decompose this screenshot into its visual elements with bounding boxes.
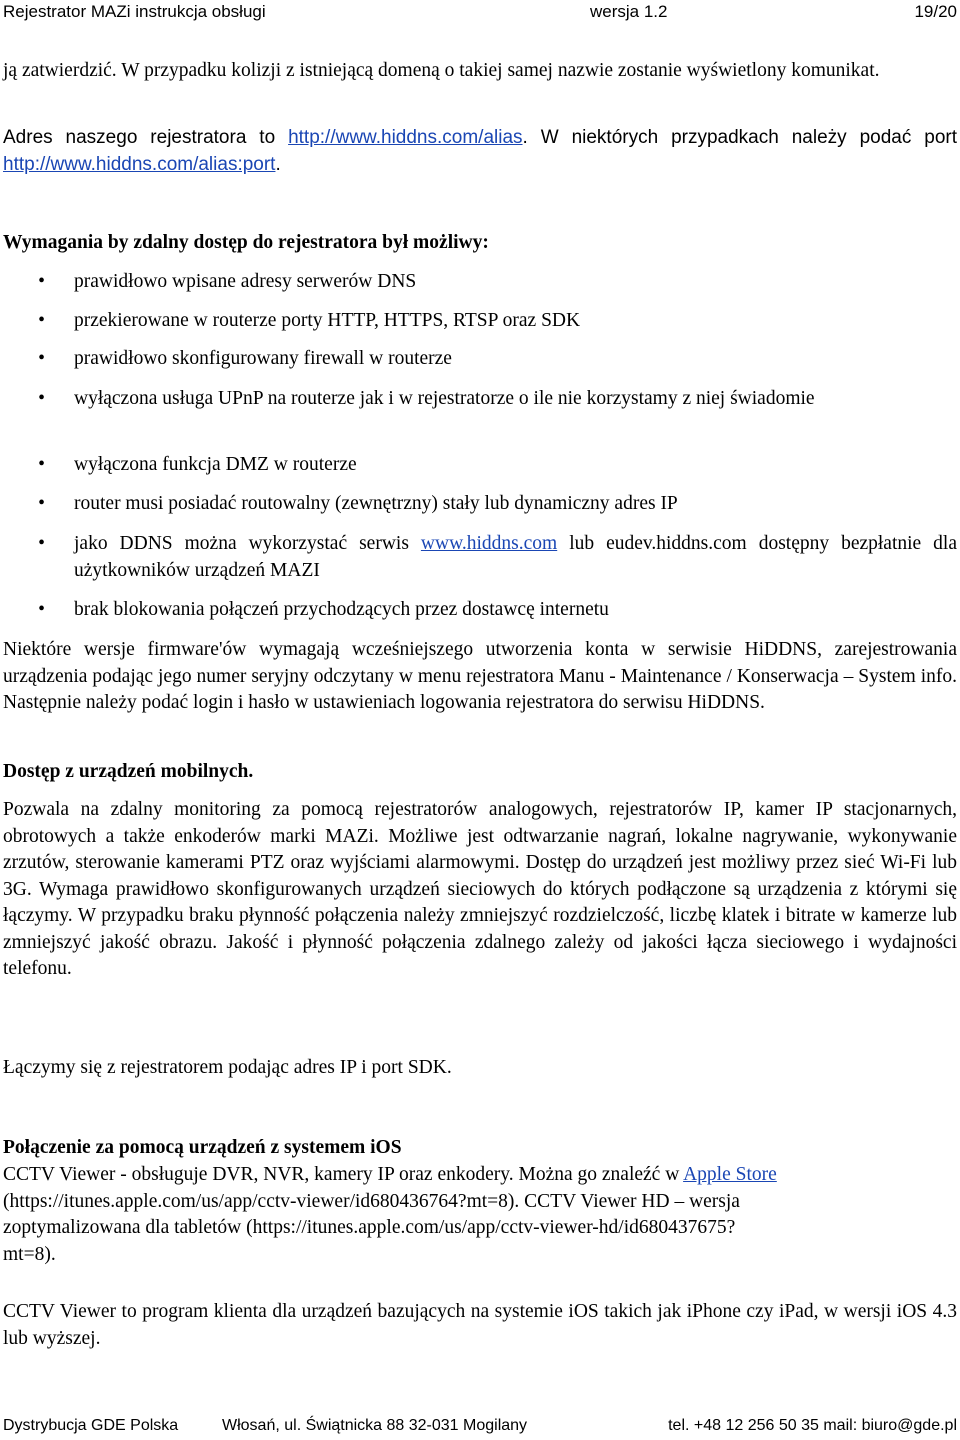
page-header (3, 0, 957, 24)
requirement-item: wyłączona usługa UPnP na routerze jak i w rejestratorze o ile nie korzystamy z niej świadomie (74, 388, 815, 409)
hiddns-link[interactable]: www.hiddns.com (420, 533, 558, 554)
page-footer (3, 1414, 957, 1438)
requirement-item: wyłączona funkcja DMZ w routerze (74, 454, 357, 475)
alias-address-paragraph (3, 124, 957, 178)
ios-heading: Połączenie za pomocą urządzeń z systemem iOS (3, 1137, 402, 1158)
bullet-glyph: • (38, 454, 45, 475)
page-number: 19/20 (914, 2, 957, 21)
requirement-item: prawidłowo wpisane adresy serwerów DNS (74, 271, 417, 292)
bullet-glyph: • (38, 533, 45, 554)
requirements-heading: Wymagania by zdalny dostęp do rejestratora był możliwy: (3, 232, 489, 253)
ios-cctv-viewer-paragraph (3, 1162, 957, 1268)
alias-text-2: . W niektórych przypadkach należy podać port (522, 127, 957, 148)
ddns-text-1: jako DDNS można wykorzystać serwis (74, 533, 421, 554)
bullet-glyph: • (38, 493, 45, 514)
footer-company: Dystrybucja GDE Polska (3, 1417, 179, 1434)
ios-text-2a: (https://itunes.apple.com/us/app/cctv-viewer/id680436764?mt=8). CCTV Viewer HD – wersja (3, 1190, 740, 1212)
footer-address: Włosań, ul. Świątnicka 88 32-031 Mogilany (222, 1417, 528, 1434)
ios-text-2b: zoptymalizowana dla tabletów (https://itunes.apple.com/us/app/cctv-viewer-hd/id680437675? (3, 1217, 736, 1238)
ios-text-2c: mt=8). (3, 1243, 56, 1265)
alias-port-link[interactable]: http://www.hiddns.com/alias:port (3, 154, 276, 175)
requirement-item: router musi posiadać routowalny (zewnętrzny) stały lub dynamiczny adres IP (74, 493, 678, 514)
bullet-glyph: • (38, 599, 45, 620)
requirement-item-ddns (74, 531, 957, 584)
alias-text-3: . (275, 154, 281, 175)
alias-text-1: Adres naszego rejestratora to (3, 127, 289, 148)
firmware-note-paragraph: Niektóre wersje firmware'ów wymagają wcześniejszego utworzenia konta w serwisie HiDDNS, zarejestrowania urządzenia podając jego numer seryjny odczytany w menu rejestratora Manu - Maintenance / Konserwacja – System info. Następnie należy podać login i hasło w ustawieniach logowania rejestratora do serwisu HiDDNS. (3, 639, 957, 713)
intro-paragraph: ją zatwierdzić. W przypadku kolizji z istniejącą domeną o takiej samej nazwie zostanie wyświetlony komunikat. (3, 60, 880, 81)
bullet-glyph: • (38, 348, 45, 369)
document-title: Rejestrator MAZi instrukcja obsługi (3, 2, 266, 21)
apple-store-link[interactable]: Apple Store (683, 1164, 777, 1185)
ios-description-paragraph: CCTV Viewer to program klienta dla urządzeń bazujących na systemie iOS takich jak iPhone czy iPad, w wersji iOS 4.3 lub wyższej. (3, 1301, 957, 1349)
connect-instruction: Łączymy się z rejestratorem podając adres IP i port SDK. (3, 1057, 452, 1078)
document-version: wersja 1.2 (590, 2, 668, 21)
bullet-glyph: • (38, 310, 45, 331)
ios-text-1: CCTV Viewer - obsługuje DVR, NVR, kamery IP oraz enkodery. Można go znaleźć w (3, 1164, 684, 1185)
requirement-item: przekierowane w routerze porty HTTP, HTTPS, RTSP oraz SDK (74, 310, 581, 331)
requirement-item: prawidłowo skonfigurowany firewall w routerze (74, 348, 452, 369)
mobile-access-paragraph: Pozwala na zdalny monitoring za pomocą rejestratorów analogowych, rejestratorów IP, kamer IP stacjonarnych, obrotowych a także enkoderów marki MAZi. Możliwe jest odtwarzanie nagrań, lokalne nagrywanie, wykonywanie zrzutów, sterowanie kamerami PTZ oraz wyjściami alarmowymi. Dostęp do urządzeń jest możliwy przez sieć Wi-Fi lub 3G. Wymaga prawidłowo skonfigurowanych urządzeń sieciowych do których podłączone są urządzenia z którymi się łączymy. W przypadku braku płynność połączenia należy zmniejszyć rozdzielczość, liczbę klatek i bitrate w kamerze lub zmniejszyć jakość obrazu. Jakość i płynność połączenia zdalnego zależy od jakości łącza sieciowego i wydajności telefonu. (3, 799, 957, 979)
bullet-glyph: • (38, 388, 45, 409)
ddns-text-2: lub eudev.hiddns.com dostępny bezpłatnie dla użytkowników urządzeń MAZI (74, 533, 957, 581)
mobile-access-heading: Dostęp z urządzeń mobilnych. (3, 761, 254, 782)
bullet-glyph: • (38, 271, 45, 292)
requirement-item: brak blokowania połączeń przychodzących przez dostawcę internetu (74, 599, 609, 620)
footer-contact: tel. +48 12 256 50 35 mail: biuro@gde.pl (668, 1417, 957, 1434)
alias-link[interactable]: http://www.hiddns.com/alias (288, 127, 523, 148)
